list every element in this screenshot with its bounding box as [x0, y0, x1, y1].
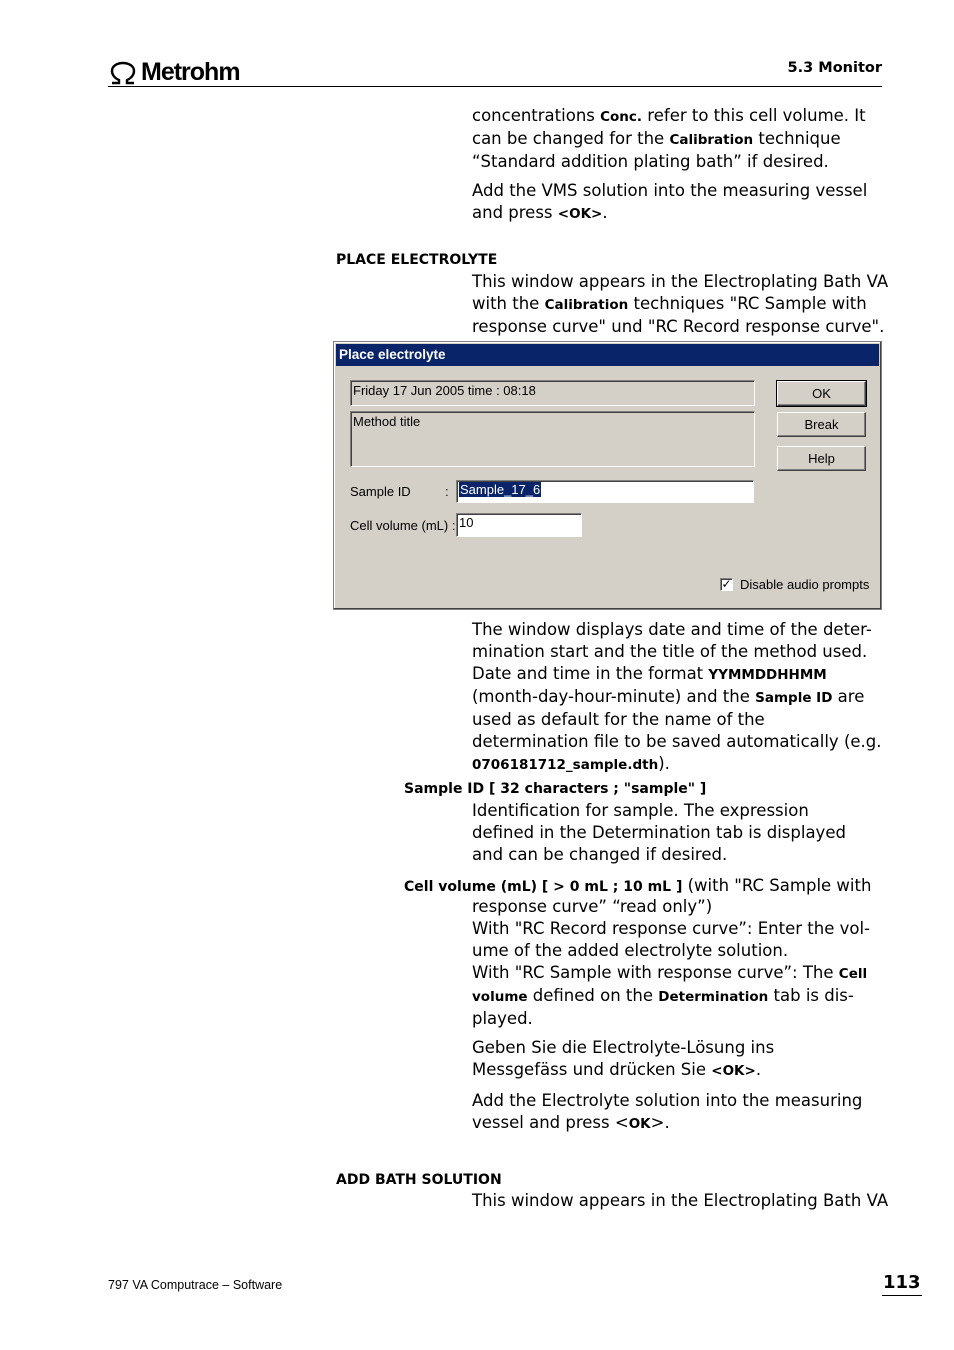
- place-electrolyte-paragraph: This window appears in the Electroplating Bath VA with the Calibration techniques "RC Sample with response curve" und "RC Record response curve".: [472, 272, 889, 336]
- cell-volume-line-3: With "RC Record response curve”: Enter the vol-ume of the added electrolyte solution.: [472, 919, 870, 960]
- cell-volume-line-2: response curve” “read only”): [472, 897, 713, 916]
- sample-id-description: Identification for sample. The expression defined in the Determination tab is displayed and can be changed if desired.: [472, 801, 846, 864]
- ok-button[interactable]: OK: [777, 381, 866, 406]
- add-bath-solution-heading: ADD BATH SOLUTION: [336, 1172, 502, 1188]
- cell-volume-param: Cell volume (mL) [ > 0 mL ; 10 mL ] (with "RC Sample with: [404, 876, 872, 895]
- sample-id-param: Sample ID [ 32 characters ; "sample" ]: [404, 781, 707, 797]
- description-paragraph: The window displays date and time of the deter-mination start and the title of the method used. Date and time in the format YYMMDDHHMM (month-day-hour-minute) and the Sample ID are used as default for the name of the determination file to be saved automatically (e.g. 0706181712_sample.dth).: [472, 620, 882, 773]
- cell-volume-line-4: With "RC Sample with response curve”: The Cell volume defined on the Determination tab is dis-played.: [472, 963, 868, 1028]
- header-rule: [108, 86, 882, 87]
- sample-id-input[interactable]: Sample_17_6: [456, 480, 754, 503]
- dialog-title-bar: Place electrolyte: [336, 344, 879, 366]
- help-button[interactable]: Help: [777, 446, 866, 471]
- cell-volume-input[interactable]: 10: [456, 513, 582, 537]
- break-button[interactable]: Break: [777, 412, 866, 437]
- cell-volume-label: Cell volume (mL) :: [350, 518, 456, 533]
- page-number: 113: [882, 1272, 922, 1296]
- disable-audio-checkbox[interactable]: ✓: [721, 577, 732, 591]
- method-title-display: Method title: [350, 411, 755, 467]
- disable-audio-label: Disable audio prompts: [740, 577, 870, 592]
- intro-paragraph-1: concentrations Conc. refer to this cell volume. It can be changed for the Calibration technique “Standard addition plating bath” if desired.: [472, 106, 866, 171]
- intro-paragraph-2: Add the VMS solution into the measuring vessel and press <OK>.: [472, 181, 868, 222]
- footer-product: 797 VA Computrace – Software: [108, 1278, 283, 1292]
- sample-id-label: Sample ID: [350, 484, 411, 499]
- brand-name: Metrohm: [141, 58, 240, 86]
- omega-logo-icon: [108, 61, 138, 85]
- place-electrolyte-dialog: [333, 341, 882, 610]
- place-electrolyte-heading: PLACE ELECTROLYTE: [336, 252, 498, 268]
- metrohm-logo: [108, 58, 240, 87]
- add-bath-solution-paragraph: This window appears in the Electroplating Bath VA: [472, 1191, 889, 1210]
- datetime-display: Friday 17 Jun 2005 time : 08:18: [350, 380, 755, 406]
- sample-id-colon: :: [445, 484, 449, 499]
- german-instruction: Geben Sie die Electrolyte-Lösung ins Messgefäss und drücken Sie <OK>.: [472, 1038, 775, 1079]
- section-title: 5.3 Monitor: [787, 60, 882, 76]
- english-instruction: Add the Electrolyte solution into the measuring vessel and press <OK>.: [472, 1091, 863, 1132]
